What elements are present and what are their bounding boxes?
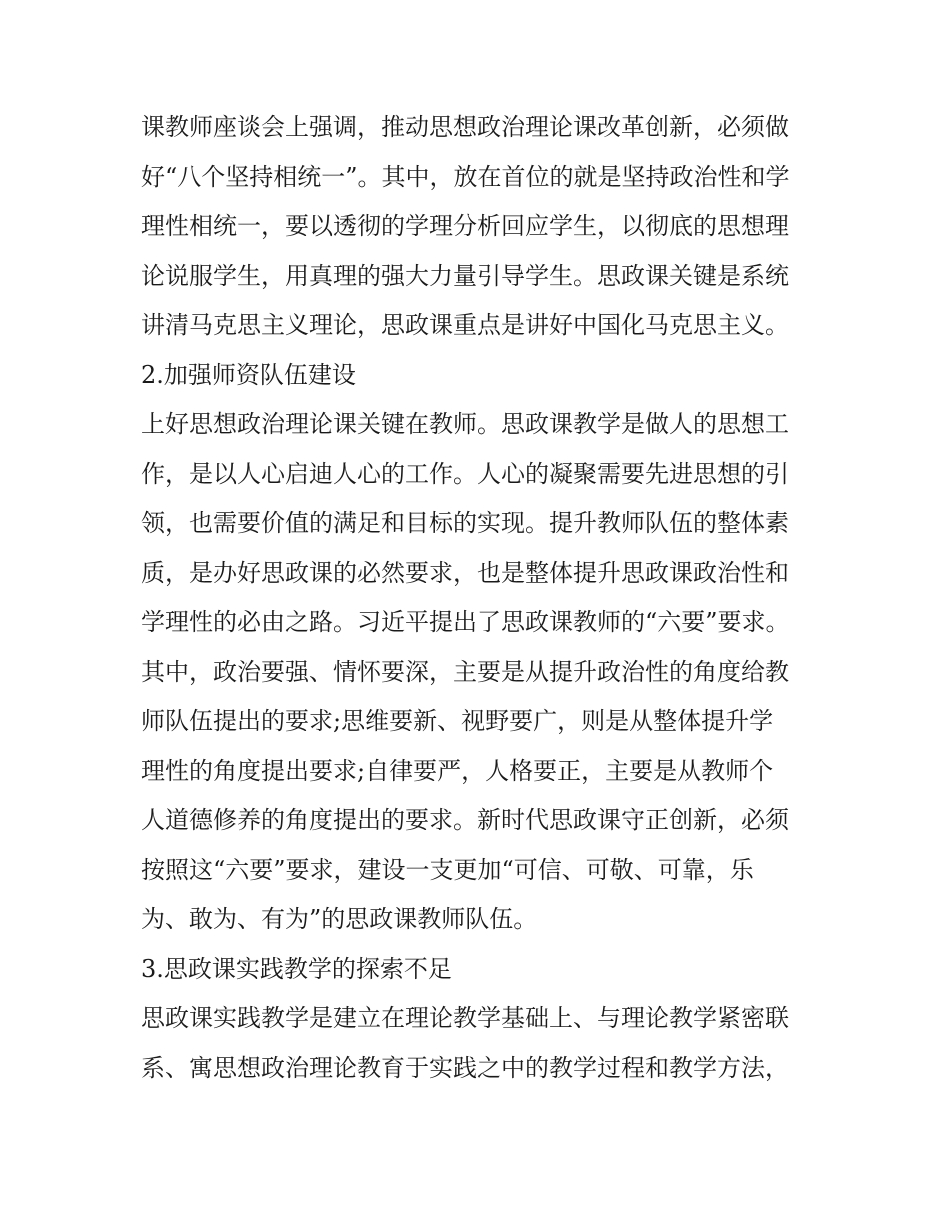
text-line-3: 理性相统一，要以透彻的学理分析回应学生，以彻底的思想理 [141,212,789,240]
text-line-13: 师队伍提出的要求;思维要新、视野要广，则是从整体提升学 [141,707,774,735]
text-line-10: 质，是办好思政课的必然要求，也是整体提升思政课政治性和 [141,558,789,587]
text-line-20: 系、寓思想政治理论教育于实践之中的教学过程和教学方法， [141,1053,789,1082]
body-text [141,103,821,1093]
text-line-11: 学理性的必由之路。习近平提出了思政课教师的“六要”要求。 [141,608,790,636]
text-line-12: 其中，政治要强、情怀要深，主要是从提升政治性的角度给教 [141,657,789,686]
section-heading-3: 3.思政课实践教学的探索不足 [141,954,452,983]
text-line-1: 课教师座谈会上强调，推动思想政治理论课改革创新，必须做 [141,113,789,141]
text-line-5: 讲清马克思主义理论，思政课重点是讲好中国化马克思主义。 [141,311,789,339]
text-line-15: 人道德修养的角度提出的要求。新时代思政课守正创新，必须 [141,806,789,834]
text-line-7: 上好思想政治理论课关键在教师。思政课教学是做人的思想工 [141,410,789,438]
text-line-17: 为、敢为、有为”的思政课教师队伍。 [141,905,538,933]
text-line-9: 领，也需要价值的满足和目标的实现。提升教师队伍的整体素 [141,509,789,537]
text-line-8: 作，是以人心启迪人心的工作。人心的凝聚需要先进思想的引 [141,459,789,488]
text-line-2: 好“八个坚持相统一”。其中，放在首位的就是坚持政治性和学 [141,162,790,191]
text-line-14: 理性的角度提出要求;自律要严，人格要正，主要是从教师个 [141,756,774,785]
text-line-16: 按照这“六要”要求，建设一支更加“可信、可敬、可靠，乐 [141,855,754,884]
text-line-4: 论说服学生，用真理的强大力量引导学生。思政课关键是系统 [141,261,789,290]
section-heading-2: 2.加强师资队伍建设 [141,360,356,389]
text-line-19: 思政课实践教学是建立在理论教学基础上、与理论教学紧密联 [141,1004,789,1032]
